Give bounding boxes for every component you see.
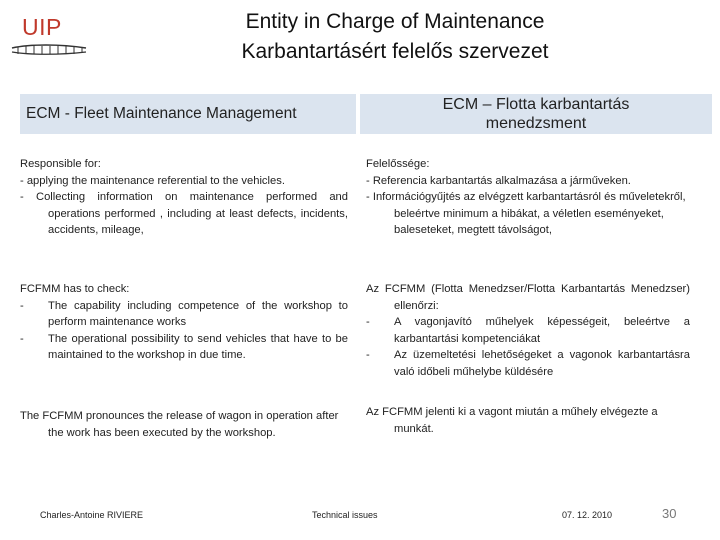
- left-check-item: [20, 298, 348, 331]
- bullet-dash: -: [366, 349, 370, 361]
- left-responsible-item: - Collecting information on maintenance performed and operations performed , including at least defects, incidents, accidents, mileage,: [20, 191, 348, 236]
- right-release-text: Az FCFMM jelenti ki a vagont miután a műhely elvégezte a munkát.: [366, 406, 658, 435]
- page-number: 30: [662, 506, 677, 521]
- right-release: [366, 404, 690, 437]
- page-title-hungarian: Karbantartásért felelős szervezet: [241, 40, 549, 63]
- footer-author: Charles-Antoine RIVIERE: [40, 510, 144, 520]
- right-responsibilities: [366, 156, 690, 239]
- left-release-text: The FCFMM pronounces the release of wagon in operation after the work has been executed by the workshop.: [20, 410, 339, 439]
- left-release: [20, 408, 348, 441]
- bullet-dash: -: [20, 299, 24, 312]
- left-check-item-text: The operational possibility to send vehicles that have to be maintained to the workshop in due time.: [48, 332, 348, 361]
- left-checks: [20, 281, 348, 364]
- logo-rail-icon: [10, 42, 90, 60]
- left-check-item: [20, 331, 348, 364]
- right-check-item: [366, 314, 690, 347]
- logo-text: UIP: [22, 14, 62, 40]
- left-check-item-text: The capability including competence of the workshop to perform maintenance works: [48, 299, 348, 328]
- right-check-title: Az FCFMM (Flotta Menedzser/Flotta Karbantartás Menedzser) ellenőrzi:: [366, 283, 690, 312]
- header-right-line1: ECM – Flotta karbantartás: [442, 96, 630, 113]
- header-right-ecm-hungarian: [360, 94, 712, 134]
- right-responsible-item: - Referencia karbantartás alkalmazása a járműveken.: [366, 174, 631, 187]
- right-check-item-text: A vagonjavító műhelyek képességeit, beleértve a karbantartási kompetenciákat: [394, 316, 690, 345]
- header-left-text: ECM - Fleet Maintenance Management: [26, 105, 297, 122]
- right-check-item-text: Az üzemeltetési lehetőségeket a vagonok karbantartásra való időbeli műhelybe küldésére: [394, 349, 690, 378]
- right-responsible-title: Felelőssége:: [366, 158, 430, 170]
- footer-topic: Technical issues: [312, 510, 378, 520]
- left-responsible-item: - applying the maintenance referential to the vehicles.: [20, 174, 285, 187]
- left-responsibilities: [20, 156, 348, 239]
- right-responsible-item: - Információgyűjtés az elvégzett karbantartásról és műveletekről, beleértve minimum a hibákat, a véletlen eseményeket, baleseteket, megtett távolságot,: [366, 191, 686, 236]
- header-right-line2: menedzsment: [485, 115, 587, 132]
- footer-date: 07. 12. 2010: [562, 510, 613, 520]
- bullet-dash: -: [20, 332, 24, 345]
- page-title-english: Entity in Charge of Maintenance: [245, 10, 545, 33]
- bullet-dash: -: [366, 316, 370, 328]
- left-check-title: FCFMM has to check:: [20, 283, 130, 295]
- uip-logo: [10, 8, 90, 60]
- header-left-ecm-english: [20, 94, 356, 134]
- right-checks: [366, 281, 690, 380]
- left-responsible-title: Responsible for:: [20, 158, 101, 170]
- right-check-item: [366, 347, 690, 380]
